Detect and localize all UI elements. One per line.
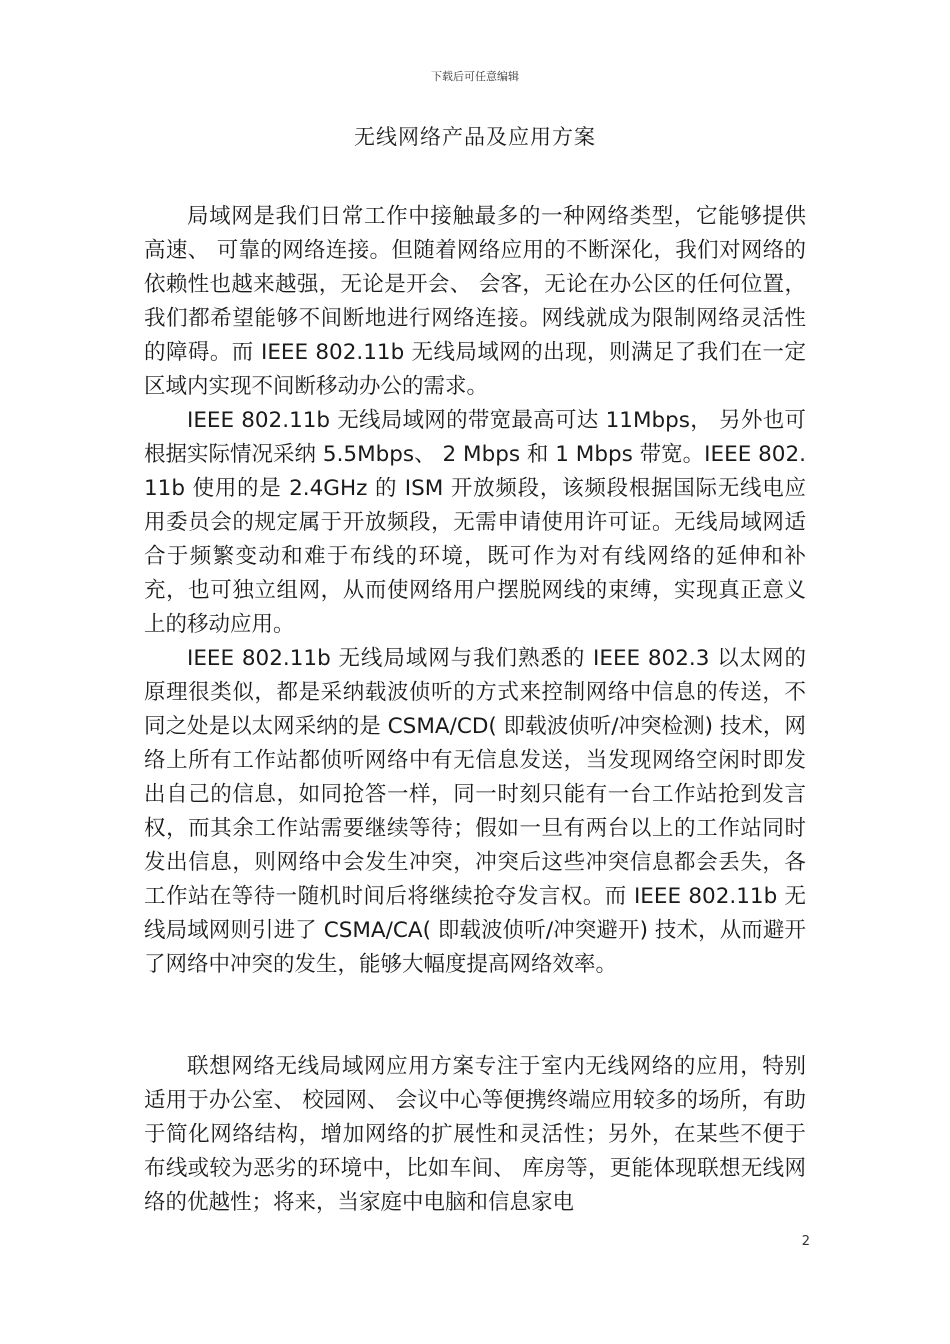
- paragraph-wlan-intro: 局域网是我们日常工作中接触最多的一种网络类型，它能够提供高速、 可靠的网络连接。但随着网络应用的不断深化，我们对网络的依赖性也越来越强，无论是开会、 会客，无论在办公区的任何位置，我们都希望能够不间断地进行网络连接。网线就成为限制网络灵活性的障碍。而 IEEE 802.11b 无线局域网的出现，则满足了我们在一定区域内实现不间断移动办公的需求。: [144, 204, 806, 399]
- page-header: 下载后可任意编辑: [431, 70, 519, 83]
- document-title: 无线网络产品及应用方案: [354, 125, 596, 149]
- page-number: 2: [801, 1234, 810, 1249]
- document-body: [144, 200, 806, 1220]
- paragraph-lenovo-solution: 联想网络无线局域网应用方案专注于室内无线网络的应用，特别适用于办公室、 校园网、 会议中心等便携终端应用较多的场所，有助于简化网络结构，增加网络的扩展性和灵活性；另外，在某些不便于布线或较为恶劣的环境中，比如车间、 库房等，更能体现联想无线网络的优越性；将来，当家庭中电脑和信息家电: [144, 1054, 806, 1215]
- paragraph-bandwidth: IEEE 802.11b 无线局域网的带宽最高可达 11Mbps， 另外也可根据实际情况采纳 5.5Mbps、 2 Mbps 和 1 Mbps 带宽。IEEE 802.11b 使用的是 2.4GHz 的 ISM 开放频段，该频段根据国际无线电应用委员会的规定属于开放频段，无需申请使用许可证。无线局域网适合于频繁变动和难于布线的环境，既可作为对有线网络的延伸和补充，也可独立组网，从而使网络用户摆脱网线的束缚，实现真正意义上的移动应用。: [144, 408, 806, 637]
- paragraph-csma: IEEE 802.11b 无线局域网与我们熟悉的 IEEE 802.3 以太网的原理很类似，都是采纳载波侦听的方式来控制网络中信息的传送，不同之处是以太网采纳的是 CSMA/CD( 即载波侦听/冲突检测) 技术，网络上所有工作站都侦听网络中有无信息发送，当发现网络空闲时即发出自己的信息，如同抢答一样，同一时刻只能有一台工作站抢到发言权，而其余工作站需要继续等待；假如一旦有两台以上的工作站同时发出信息，则网络中会发生冲突，冲突后这些冲突信息都会丢失，各工作站在等待一随机时间后将继续抢夺发言权。而 IEEE 802.11b 无线局域网则引进了 CSMA/CA( 即载波侦听/冲突避开) 技术，从而避开了网络中冲突的发生，能够大幅度提高网络效率。: [144, 646, 806, 977]
